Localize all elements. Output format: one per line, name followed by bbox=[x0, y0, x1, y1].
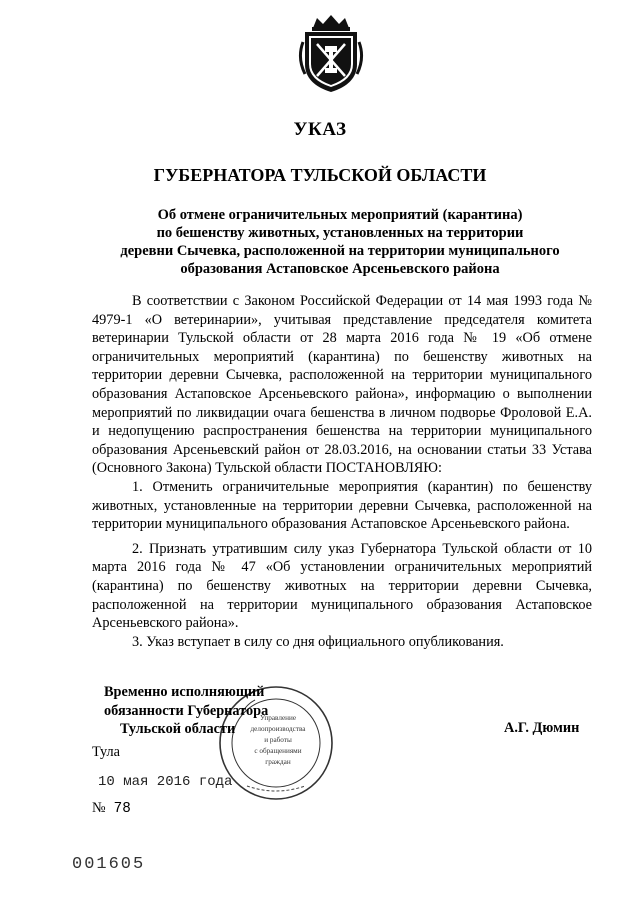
item-1-paragraph: 1. Отменить ограничительные мероприятия (карантин) по бешенству животных, установленные на территории деревни Сычевка, расположенной на территории муниципального образования Астаповское Арсеньевского района. bbox=[92, 478, 592, 533]
issue-date: 10 мая 2016 года bbox=[98, 774, 233, 790]
serial-number: 001605 bbox=[72, 855, 146, 874]
number-label: № bbox=[92, 800, 106, 816]
subject-line: по бешенству животных, установленных на территории bbox=[156, 225, 524, 241]
decree-subject bbox=[100, 206, 580, 278]
position-line: Временно исполняющий bbox=[104, 684, 265, 700]
tula-coat-of-arms-icon bbox=[297, 12, 365, 94]
decree-body bbox=[92, 292, 592, 651]
subject-line: образования Астаповское Арсеньевского района bbox=[180, 261, 500, 277]
stamp-text-line: Управление bbox=[259, 714, 297, 722]
stamp-text-line: граждан bbox=[265, 758, 291, 766]
item-2-paragraph: 2. Признать утратившим силу указ Губернатора Тульской области от 10 марта 2016 года № 47 «Об установлении ограничительных мероприятий (карантина) по бешенству животных на территории деревни Сычевка, расположенной на территории муниципального образования Астаповское Арсеньевского района». bbox=[92, 540, 592, 632]
position-line: Тульской области bbox=[120, 721, 236, 738]
decree-number bbox=[92, 800, 131, 817]
stamp-text-line: и работы bbox=[264, 736, 292, 744]
stamp-text-line: делопроизводства bbox=[250, 725, 306, 733]
stamp-text-line: с обращениями bbox=[254, 747, 302, 755]
subject-line: деревни Сычевка, расположенной на территории муниципального bbox=[120, 243, 560, 259]
document-type-title: УКАЗ bbox=[293, 119, 347, 140]
issue-city: Тула bbox=[92, 744, 121, 760]
position-line: обязанности Губернатора bbox=[104, 702, 269, 719]
issuer-title: ГУБЕРНАТОРА ТУЛЬСКОЙ ОБЛАСТИ bbox=[153, 165, 487, 185]
subject-line: Об отмене ограничительных мероприятий (карантина) bbox=[157, 207, 523, 223]
item-3-paragraph: 3. Указ вступает в силу со дня официального опубликования. bbox=[132, 633, 504, 650]
preamble-paragraph: В соответствии с Законом Российской Федерации от 14 мая 1993 года № 4979-1 «О ветеринарии», учитывая представление председателя комитета ветеринарии Тульской области от 28 марта 2016 года № 19 «Об отмене ограничительных мероприятий (карантина) по бешенству животных на территории деревни Сычевка, расположенной на территории муниципального образования Астаповское Арсеньевского района», информацию о выполнении мероприятий по ликвидации очага бешенства в личном подворье Фроловой Е.А. и недопущению распространения бешенства на территории муниципального образования Арсеньевский район от 28.03.2016, на основании статьи 33 Устава (Основного Закона) Тульской области ПОСТАНОВЛЯЮ: bbox=[92, 293, 592, 477]
number-value: 78 bbox=[113, 801, 131, 817]
signatory-position bbox=[104, 683, 268, 739]
signatory-name: А.Г. Дюмин bbox=[504, 720, 580, 736]
